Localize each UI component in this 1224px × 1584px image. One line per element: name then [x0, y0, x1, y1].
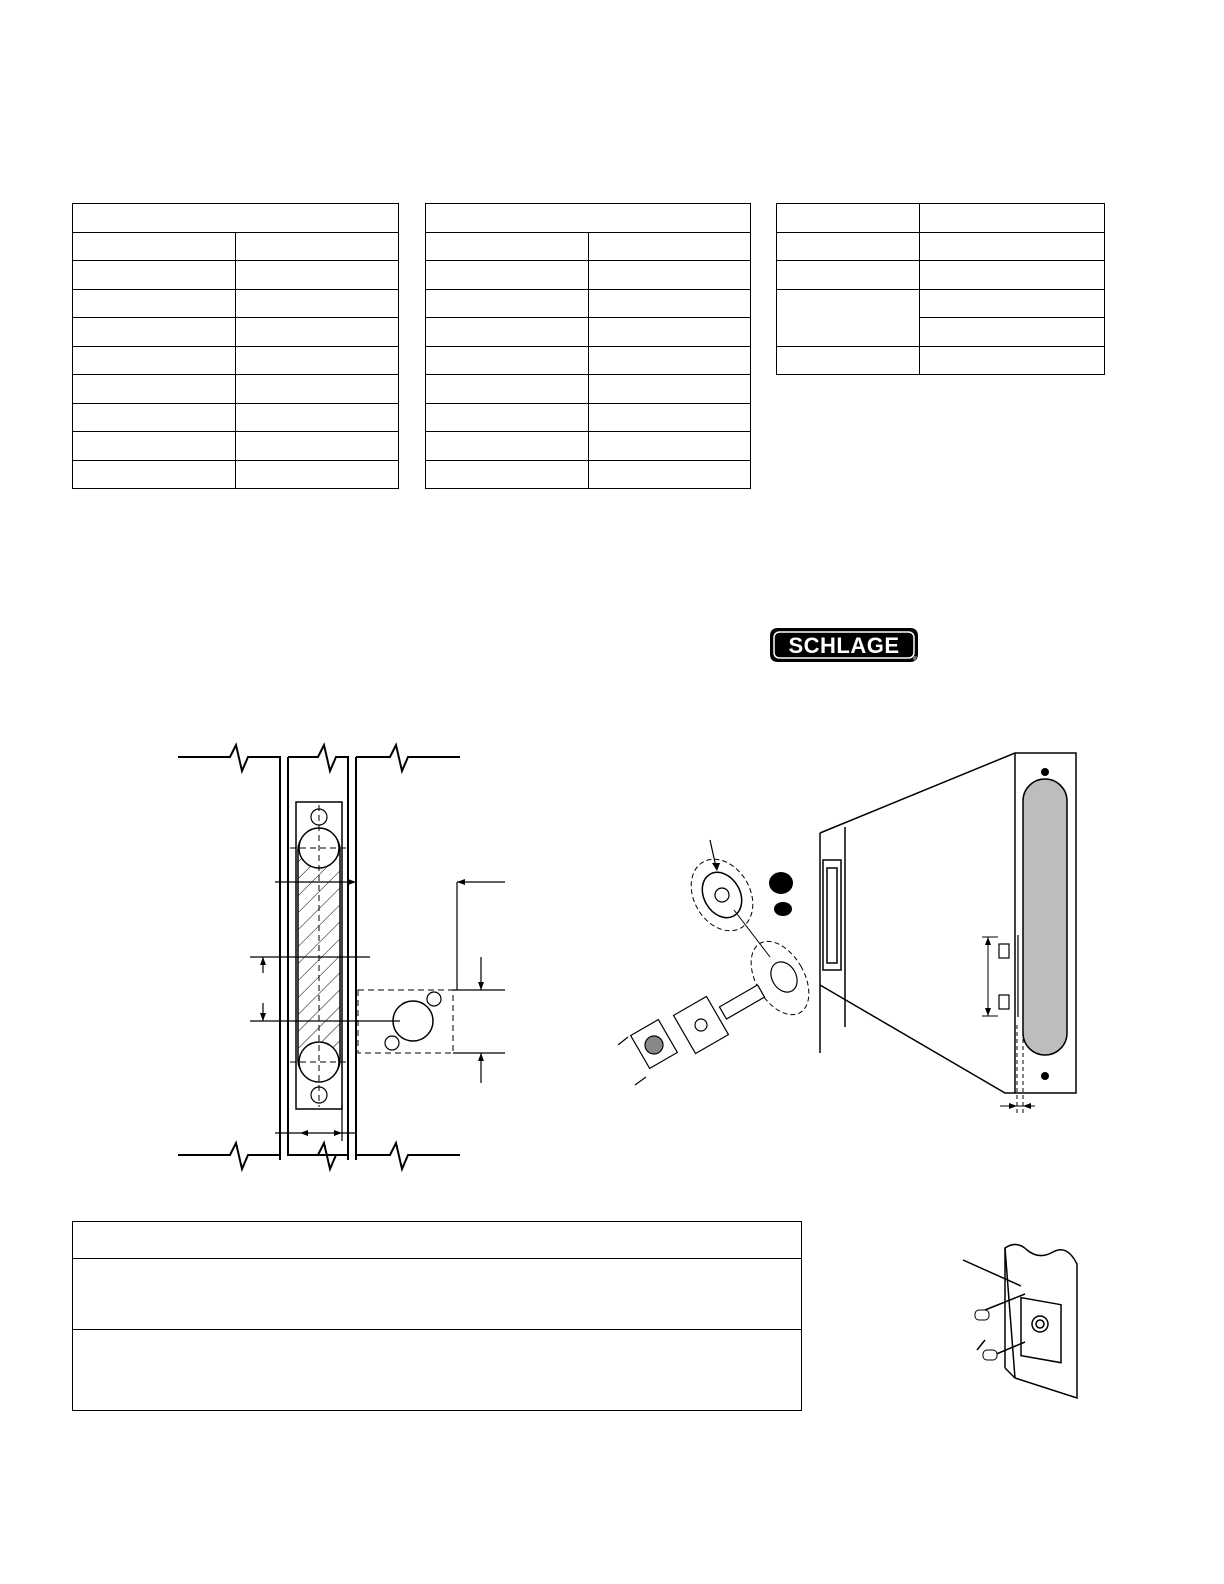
table-cell [777, 232, 920, 261]
table-cell [777, 261, 920, 290]
notes-header-cell [73, 1222, 802, 1259]
table-cell [588, 232, 751, 261]
table-cell [588, 460, 751, 489]
table-cell [588, 261, 751, 290]
table-row [426, 375, 751, 404]
schlage-logo [768, 626, 920, 664]
table-cell [588, 318, 751, 347]
table-cell [73, 261, 236, 290]
table-cell [236, 318, 399, 347]
notes-row [73, 1330, 802, 1411]
table-cell [588, 375, 751, 404]
table-cell [588, 289, 751, 318]
table-row [426, 289, 751, 318]
table-row [73, 346, 399, 375]
door-edge-layout-drawing [170, 735, 515, 1175]
table-row [73, 432, 399, 461]
table-row [777, 261, 1105, 290]
table-row [777, 346, 1105, 375]
table-cell [426, 289, 589, 318]
logo-wordmark: SCHLAGE [788, 633, 900, 658]
table-cell [73, 318, 236, 347]
table-row [73, 232, 399, 261]
table-cell [426, 460, 589, 489]
table-row [426, 403, 751, 432]
spec-table-middle [425, 203, 751, 489]
table-cell [236, 346, 399, 375]
table-cell [920, 261, 1105, 290]
notes-header-row [73, 1222, 802, 1259]
table-row [426, 318, 751, 347]
table-row [73, 375, 399, 404]
table-cell [588, 346, 751, 375]
notes-cell [73, 1330, 802, 1411]
table-row [73, 289, 399, 318]
exploded-lock-assembly-drawing [610, 745, 1090, 1125]
table-row [426, 232, 751, 261]
table-cell [426, 318, 589, 347]
table-header-cell [426, 204, 751, 233]
table-row [426, 261, 751, 290]
table-cell [236, 403, 399, 432]
table-row [73, 403, 399, 432]
notes-cell [73, 1259, 802, 1330]
table-cell [426, 261, 589, 290]
table-row [426, 346, 751, 375]
table-cell [236, 432, 399, 461]
table-cell [777, 346, 920, 375]
table-cell [777, 204, 920, 233]
table-cell [236, 289, 399, 318]
table-cell [73, 375, 236, 404]
table-row [426, 432, 751, 461]
table-cell [236, 375, 399, 404]
table-cell [426, 346, 589, 375]
spec-table-left [72, 203, 399, 489]
table-row [73, 318, 399, 347]
table-cell [73, 346, 236, 375]
table-cell [588, 403, 751, 432]
table-row [777, 232, 1105, 261]
notes-table [72, 1221, 802, 1411]
notes-row [73, 1259, 802, 1330]
table-row [777, 289, 1105, 318]
table-cell [426, 375, 589, 404]
table-cell [426, 232, 589, 261]
table-cell [236, 460, 399, 489]
table-row [426, 460, 751, 489]
registered-mark: ® [913, 657, 918, 663]
table-row [777, 204, 1105, 233]
table-cell [73, 460, 236, 489]
table-cell [236, 261, 399, 290]
table-cell [236, 232, 399, 261]
table-header-cell [73, 204, 399, 233]
spec-table-right [776, 203, 1105, 375]
table-row [73, 261, 399, 290]
table-header-row [73, 204, 399, 233]
table-cell [920, 289, 1105, 318]
table-cell [920, 204, 1105, 233]
table-header-row [426, 204, 751, 233]
table-cell [73, 289, 236, 318]
table-cell [920, 318, 1105, 347]
table-cell [73, 403, 236, 432]
table-cell [588, 432, 751, 461]
table-cell [73, 432, 236, 461]
strike-plate-detail-drawing [955, 1238, 1090, 1403]
table-cell [426, 432, 589, 461]
table-cell [920, 232, 1105, 261]
table-cell [426, 403, 589, 432]
table-row [73, 460, 399, 489]
table-cell-merged [777, 289, 920, 346]
table-cell [73, 232, 236, 261]
table-cell [920, 346, 1105, 375]
